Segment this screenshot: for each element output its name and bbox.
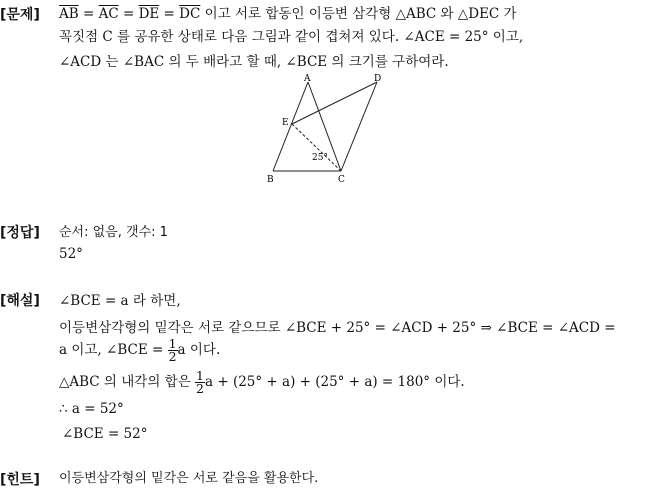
answer-value: 52° — [59, 246, 83, 262]
equals: = — [78, 6, 99, 22]
fraction-denominator: 2 — [196, 381, 204, 396]
point-label-b: B — [267, 175, 274, 184]
problem-line-1 — [59, 2, 517, 22]
solution-line-4-a: △ABC 의 내각의 합은 — [59, 374, 196, 390]
segment-e-c — [292, 124, 341, 171]
point-label-d: D — [374, 74, 382, 84]
segment-ab: $\overline{AB}$ — [59, 6, 79, 22]
solution-line-1: ∠BCE = a 라 하면, — [59, 293, 181, 309]
solution-line-2: 이등변삼각형의 밑각은 서로 같으므로 ∠BCE + 25° = ∠ACD + 25° ⇒ ∠BCE = ∠ACD = — [59, 320, 616, 336]
angle-label: 25° — [312, 153, 328, 163]
problem-line-2: 꼭짓점 C 를 공유한 상태로 다음 그림과 같이 겹쳐져 있다. ∠ACE = 25° 이고, — [59, 29, 524, 45]
solution-line-4-b: a + (25° + a) + (25° + a) = 180° 이다. — [205, 374, 465, 390]
hint-label: [힌트] — [0, 472, 40, 488]
segment-a-b — [273, 82, 308, 171]
point-label-a: A — [304, 74, 311, 84]
segment-d-c — [341, 82, 377, 171]
problem-line-3: ∠ACD 는 ∠BAC 의 두 배라고 할 때, ∠BCE 의 크기를 구하여라. — [59, 54, 449, 70]
solution-line-6: ∠BCE = 52° — [62, 426, 148, 442]
solution-line-5: ∴ a = 52° — [59, 401, 124, 417]
solution-line-4 — [59, 370, 465, 395]
problem-label: [문제] — [0, 7, 40, 23]
answer-meta: 순서: 없음, 갯수: 1 — [59, 225, 168, 240]
equals: = — [118, 6, 139, 22]
fraction-denominator: 2 — [168, 349, 177, 364]
solution-line-3-a: a 이고, ∠BCE = — [59, 342, 168, 358]
solution-label: [해설] — [0, 293, 40, 309]
answer-label: [정답] — [0, 225, 40, 241]
equals: = — [159, 6, 180, 22]
segment-de: $\overline{DE}$ — [138, 6, 160, 22]
geometry-figure — [265, 72, 395, 184]
segment-d-e — [292, 82, 377, 124]
fraction-half — [168, 338, 178, 363]
point-label-c: C — [338, 175, 345, 184]
segment-dc: $\overline{DC}$ — [179, 6, 201, 22]
hint-text: 이등변삼각형의 밑각은 서로 같음을 활용한다. — [59, 471, 319, 486]
solution-line-3-b: a 이다. — [177, 342, 221, 358]
solution-line-3 — [59, 338, 220, 363]
fraction-numerator: 1 — [196, 368, 204, 383]
segment-ac: $\overline{AC}$ — [98, 6, 119, 22]
fraction-half — [195, 370, 205, 395]
fraction-numerator: 1 — [168, 336, 177, 351]
problem-line-1-rest: 이고 서로 합동인 이등변 삼각형 △ABC 와 △DEC 가 — [200, 6, 517, 22]
point-label-e: E — [282, 118, 289, 128]
